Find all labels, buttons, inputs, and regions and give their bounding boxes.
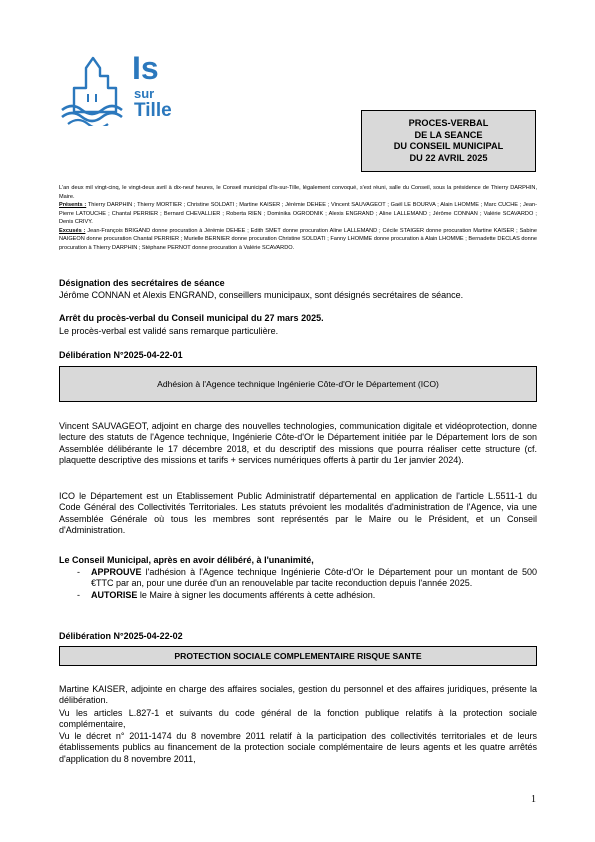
secretaries-text: Jérôme CONNAN et Alexis ENGRAND, conseillers municipaux, sont désignés secrétaires de séance. <box>59 290 464 300</box>
delib2-para2: Vu les articles L.827-1 et suivants du code général de la fonction publique relatifs à la protection sociale complémentaire, <box>59 708 537 730</box>
excuses-label: Excusés : <box>59 227 86 234</box>
delib1-decision-list <box>59 567 537 601</box>
approval-text: Le procès-verbal est validé sans remarque particulière. <box>59 326 279 336</box>
title-line-4: DU 22 AVRIL 2025 <box>409 152 488 163</box>
delib1-decision: Le Conseil Municipal, après en avoir délibéré, à l'unanimité, <box>59 555 314 565</box>
decision-item-authorize: - AUTORISE le Maire à signer les documents afférents à cette adhésion. <box>59 590 537 601</box>
logo-line-sur: sur <box>134 86 155 101</box>
title-box <box>361 110 536 172</box>
logo-line-is: Is <box>132 50 159 86</box>
title-line-1: PROCES-VERBAL <box>408 118 489 128</box>
delib1-number: Délibération N°2025-04-22-01 <box>59 350 183 360</box>
delib1-title-box <box>59 366 537 402</box>
delib1-title: Adhésion à l'Agence technique Ingénierie Côte-d'Or le Département (ICO) <box>157 379 439 389</box>
title-line-2: DE LA SEANCE <box>414 129 483 140</box>
delib2-number: Délibération N°2025-04-22-02 <box>59 631 183 641</box>
page-number: 1 <box>531 794 536 805</box>
attendance-block <box>59 184 537 252</box>
delib2-title-box <box>59 646 537 666</box>
excuses-list: Jean-François BRIGAND donne procuration à Jérémie DEHEE ; Edith SMET donne procuration Aline LALLEMAND ; Cécile STAIGER donne procuration Martine KAISER ; Sabine NAIGEON donne procuration Chantal PERRIER ; Murielle BERNIER donne procuration Christine SOLDATI ; Fanny LHOMME donne procuration à Alain LHOMME ; Bernadette DECLAS donne procuration à Thierry DARPHIN ; Stéphane PERNOT donne procuration à Valérie SCAVARDO. <box>59 227 537 251</box>
secretaries-heading: Désignation des secrétaires de séance <box>59 278 225 288</box>
delib2-para1: Martine KAISER, adjointe en charge des affaires sociales, gestion du personnel et des affaires juridiques, présente la délibération. <box>59 684 537 706</box>
logo-line-tille: Tille <box>134 100 172 121</box>
decision-item-approve: - APPROUVE l'adhésion à l'Agence technique Ingénierie Côte-d'Or le Département pour un montant de 500 €TTC par an, pour une durée d'un an renouvelable par tacite reconduction depuis l'année 2025. <box>59 567 537 590</box>
title-line-3: DU CONSEIL MUNICIPAL <box>393 141 504 151</box>
delib2-para3: Vu le décret n° 2011-1474 du 8 novembre 2011 relatif à la participation des collectivités territoriales et de leurs établissements publics au financement de la protection sociale complémentaire de leurs agents et les quatre arrêtés d'application du 8 novembre 2011, <box>59 731 537 764</box>
session-opening: L'an deux mil vingt-cinq, le vingt-deux avril à dix-neuf heures, le Conseil municipal d'Is-sur-Tille, légalement convoqué, s'est réuni, salle du Conseil, sous la présidence de Thierry DARPHIN, Maire. <box>59 185 537 200</box>
delib1-para1: Vincent SAUVAGEOT, adjoint en charge des nouvelles technologies, communication digitale et vidéoprotection, donne lecture des statuts de l'Agence technique, Ingénierie Côte-d'Or le Département initiée par le Département lors de son Assemblée délibérante le 17 décembre 2018, et du descriptif des missions que pourra réaliser cette structure (cf. plaquette descriptive des missions et tarifs + services numériques offerts à partir du 1er janvier 2024). <box>59 421 537 466</box>
presents-list: Thierry DARPHIN ; Thierry MORTIER ; Christine SOLDATI ; Martine KAISER ; Jérémie DEHEE ; Vincent SAUVAGEOT ; Gaël LE BOURVA ; Alain LHOMME ; Marc CUCHE ; Jean-Pierre LATOUCHE ; Chantal PERRIER ; Bernard CHEVALLIER ; Roberta RIEN ; Dominika OGRODNIK ; Alexis ENGRAND ; Aline LALLEMAND ; Jérôme CONNAN ; Valérie SCAVARDO ; Denis CRIVY. <box>59 202 537 225</box>
presents-label: Présents : <box>59 202 87 208</box>
delib2-title: PROTECTION SOCIALE COMPLEMENTAIRE RISQUE SANTE <box>174 651 422 661</box>
town-logo <box>60 50 178 126</box>
approval-heading: Arrêt du procès-verbal du Conseil municipal du 27 mars 2025. <box>59 313 324 323</box>
delib1-para2: ICO le Département est un Etablissement Public Administratif départemental en application de l'article L.5511-1 du Code Général des Collectivités Territoriales. Les statuts prévoient les modalités d'administration de l'Agence, via une Assemblée Générale où tous les membres sont représentés par le Maire ou le Président, et un Conseil d'Administration. <box>59 491 537 536</box>
